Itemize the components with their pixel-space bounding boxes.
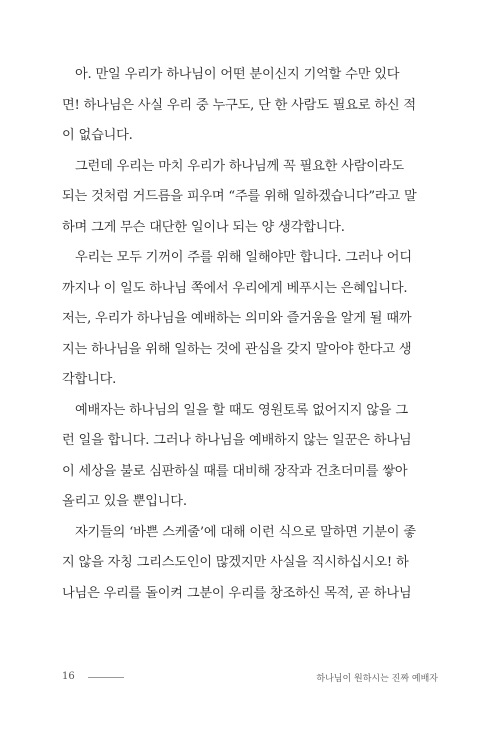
text-line: 그런데 우리는 마치 우리가 하나님께 꼭 필요한 사람이라도	[75, 158, 404, 174]
text-line: 까지나 이 일도 하나님 쪽에서 우리에게 베푸시는 은혜입니다.	[62, 280, 408, 296]
text-line: 나님은 우리를 돌이켜 그분이 우리를 창조하신 목적, 곧 하나님	[62, 585, 412, 601]
text-line: 지 않을 자칭 그리스도인이 많겠지만 사실을 직시하십시오! 하	[62, 555, 409, 570]
body-text	[62, 64, 438, 613]
text-line: 아. 만일 우리가 하나님이 어떤 분이신지 기억할 수만 있다	[75, 67, 400, 82]
text-line: 우리는 모두 기꺼이 주를 위해 일해야만 합니다. 그러나 어디	[75, 250, 412, 265]
text-line: 런 일을 합니다. 그러나 하나님을 예배하지 않는 일꾼은 하나님	[62, 433, 412, 448]
text-line: 올리고 있을 뿐입니다.	[62, 494, 187, 509]
text-line: 되는 것처럼 거드름을 피우며 “주를 위해 일하겠습니다”라고 말	[62, 189, 417, 204]
text-line: 예배자는 하나님의 일을 할 때도 영원토록 없어지지 않을 그	[75, 402, 408, 418]
running-title: 하나님이 원하시는 진짜 예배자	[316, 674, 438, 684]
page-number: 16	[62, 671, 75, 682]
text-line: 이 세상을 불로 심판하실 때를 대비해 장작과 건초더미를 쌓아	[62, 463, 408, 479]
text-line: 이 없습니다.	[62, 128, 133, 143]
text-line: 자기들의 ‘바쁜 스케줄’에 대해 이런 식으로 말하면 기분이 좋	[75, 524, 416, 540]
footer-divider	[88, 677, 124, 678]
page-footer	[62, 671, 438, 687]
text-line: 면! 하나님은 사실 우리 중 누구도, 단 한 사람도 필요로 하신 적	[62, 97, 416, 113]
text-line: 지는 하나님을 위해 일하는 것에 관심을 갖지 말아야 한다고 생	[62, 341, 412, 357]
text-line: 각합니다.	[62, 372, 117, 387]
text-line: 저는, 우리가 하나님을 예배하는 의미와 즐거움을 알게 될 때까	[62, 311, 412, 326]
text-line: 하며 그게 무슨 대단한 일이나 되는 양 생각합니다.	[62, 219, 345, 235]
